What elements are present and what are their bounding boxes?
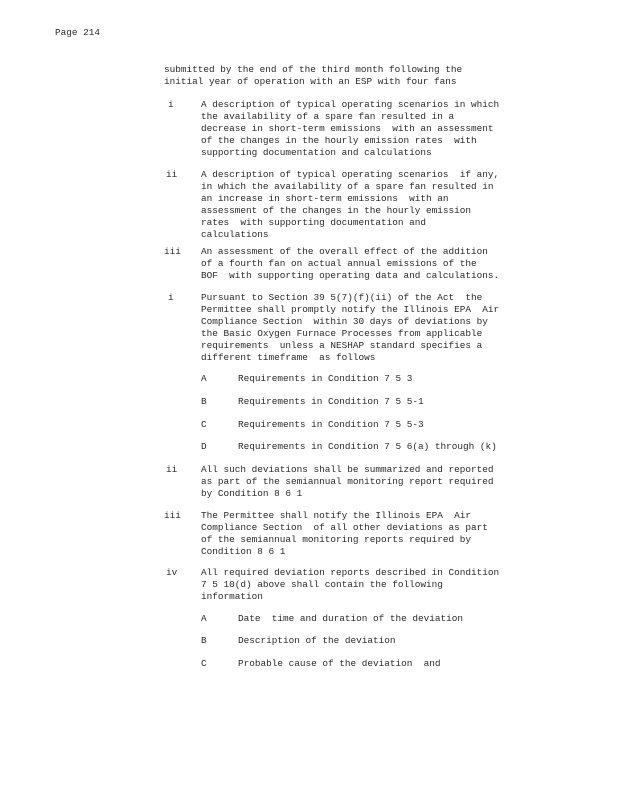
item-label: ii	[166, 464, 178, 475]
text-line: of a fourth fan on actual annual emissions of the	[201, 258, 477, 269]
text-line: Compliance Section within 30 days of deviations by	[201, 316, 488, 327]
item-text	[201, 169, 499, 241]
item-text	[201, 464, 494, 500]
text-line: as part of the semiannual monitoring report required	[201, 476, 494, 487]
item-label: i	[168, 292, 174, 303]
item-text	[201, 99, 499, 159]
text-line: A description of typical operating scenarios if any,	[201, 169, 500, 180]
text-line: An assessment of the overall effect of the addition	[201, 246, 488, 257]
subitem-label: C	[201, 658, 207, 669]
subitem-text: Description of the deviation	[238, 635, 396, 646]
text-line: rates with supporting documentation and	[201, 217, 427, 228]
intro-paragraph	[164, 64, 462, 88]
subitem-text: Date time and duration of the deviation	[238, 613, 464, 624]
subitem-text: Requirements in Condition 7 5 5-1	[238, 396, 424, 407]
text-line: requirements unless a NESHAP standard specifies a	[201, 340, 483, 351]
text-line: The Permittee shall notify the Illinois EPA Air	[201, 510, 472, 521]
text-line: assessment of the changes in the hourly emission	[201, 205, 472, 216]
item-label: iii	[164, 246, 181, 257]
item-text	[201, 246, 499, 282]
text-line: BOF with supporting operating data and calculations.	[201, 270, 500, 281]
item-label: i	[168, 99, 174, 110]
item-label: iii	[164, 510, 181, 521]
text-line: an increase in short-term emissions with an	[201, 193, 449, 204]
text-line: All such deviations shall be summarized and reported	[201, 464, 494, 475]
text-line: the availability of a spare fan resulted in a	[201, 111, 455, 122]
item-label: iv	[166, 567, 178, 578]
text-line: information	[201, 591, 263, 602]
subitem-label: D	[201, 441, 207, 452]
text-line: 7 5 10(d) above shall contain the following	[201, 579, 443, 590]
text-line: initial year of operation with an ESP with four fans	[164, 76, 457, 87]
text-line: All required deviation reports described in Condition	[201, 567, 500, 578]
item-text	[201, 510, 488, 558]
subitem-text: Requirements in Condition 7 5 6(a) through (k)	[238, 441, 497, 452]
text-line: supporting documentation and calculations	[201, 147, 432, 158]
subitem-label: B	[201, 396, 207, 407]
item-text	[201, 292, 499, 364]
item-text	[201, 567, 499, 603]
text-line: of the semiannual monitoring reports required by	[201, 534, 472, 545]
text-line: by Condition 8 6 1	[201, 488, 303, 499]
subitem-text: Requirements in Condition 7 5 3	[238, 373, 413, 384]
text-line: Compliance Section of all other deviations as part	[201, 522, 488, 533]
page-header: Page 214	[55, 27, 101, 38]
text-line: different timeframe as follows	[201, 352, 376, 363]
text-line: A description of typical operating scenarios in which	[201, 99, 500, 110]
subitem-text: Probable cause of the deviation and	[238, 658, 441, 669]
text-line: Pursuant to Section 39 5(7)(f)(ii) of the Act the	[201, 292, 483, 303]
text-line: Condition 8 6 1	[201, 546, 286, 557]
subitem-label: B	[201, 635, 207, 646]
text-line: submitted by the end of the third month following the	[164, 64, 463, 75]
text-line: the Basic Oxygen Furnace Processes from applicable	[201, 328, 483, 339]
text-line: calculations	[201, 229, 269, 240]
subitem-label: A	[201, 613, 207, 624]
subitem-text: Requirements in Condition 7 5 5-3	[238, 419, 424, 430]
text-line: in which the availability of a spare fan resulted in	[201, 181, 494, 192]
subitem-label: C	[201, 419, 207, 430]
text-line: Permittee shall promptly notify the Illinois EPA Air	[201, 304, 500, 315]
subitem-label: A	[201, 373, 207, 384]
text-line: decrease in short-term emissions with an assessment	[201, 123, 494, 134]
text-line: of the changes in the hourly emission rates with	[201, 135, 477, 146]
item-label: ii	[166, 169, 178, 180]
